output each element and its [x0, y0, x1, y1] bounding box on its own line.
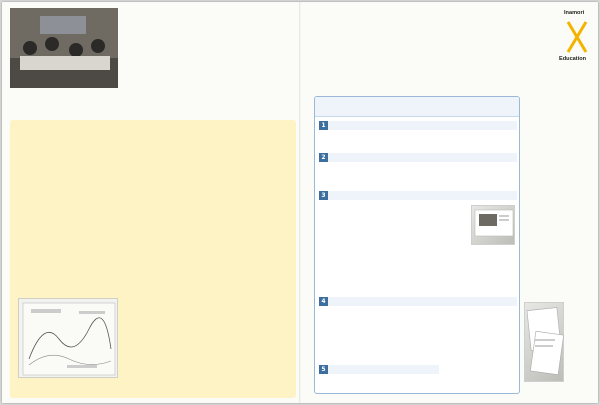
handout-photo-caption — [522, 386, 568, 396]
classroom-photo-caption — [10, 90, 120, 96]
cross-mark-icon — [566, 20, 588, 54]
impressions-text-1 — [120, 126, 256, 276]
step-number: 1 — [319, 121, 328, 130]
impressions-text-lower — [128, 282, 294, 394]
magazine-spread — [2, 2, 598, 403]
step-number: 4 — [319, 297, 328, 306]
classroom-photo — [10, 8, 118, 88]
article-intro-paragraph — [314, 10, 524, 88]
flow-step-5 — [319, 365, 517, 377]
school-label-1 — [258, 126, 267, 216]
slide-photo — [471, 205, 515, 245]
page-gutter — [299, 2, 301, 403]
impressions-heading — [270, 126, 286, 194]
article-title — [568, 94, 598, 394]
school-label-2 — [108, 126, 117, 216]
step-number: 3 — [319, 191, 328, 200]
lesson-flow-box — [314, 96, 520, 394]
handout-photo — [524, 302, 564, 382]
step-number: 5 — [319, 365, 328, 374]
lesson-flow-header — [315, 97, 519, 117]
inamori-education-logo — [558, 8, 596, 78]
article-body-continued — [124, 10, 296, 110]
slide-photo-caption — [471, 247, 517, 257]
lifeline-map-caption — [18, 386, 128, 392]
flow-step-1 — [319, 121, 517, 149]
flow-step-4 — [319, 297, 517, 357]
brand-bottom-word: Education — [559, 56, 587, 62]
impressions-text-2 — [16, 126, 106, 276]
impressions-heading-note — [270, 198, 286, 220]
brand-top-word: Inamori — [564, 10, 585, 16]
flow-step-2 — [319, 153, 517, 187]
step-number: 2 — [319, 153, 328, 162]
lifeline-map-photo — [18, 298, 118, 378]
